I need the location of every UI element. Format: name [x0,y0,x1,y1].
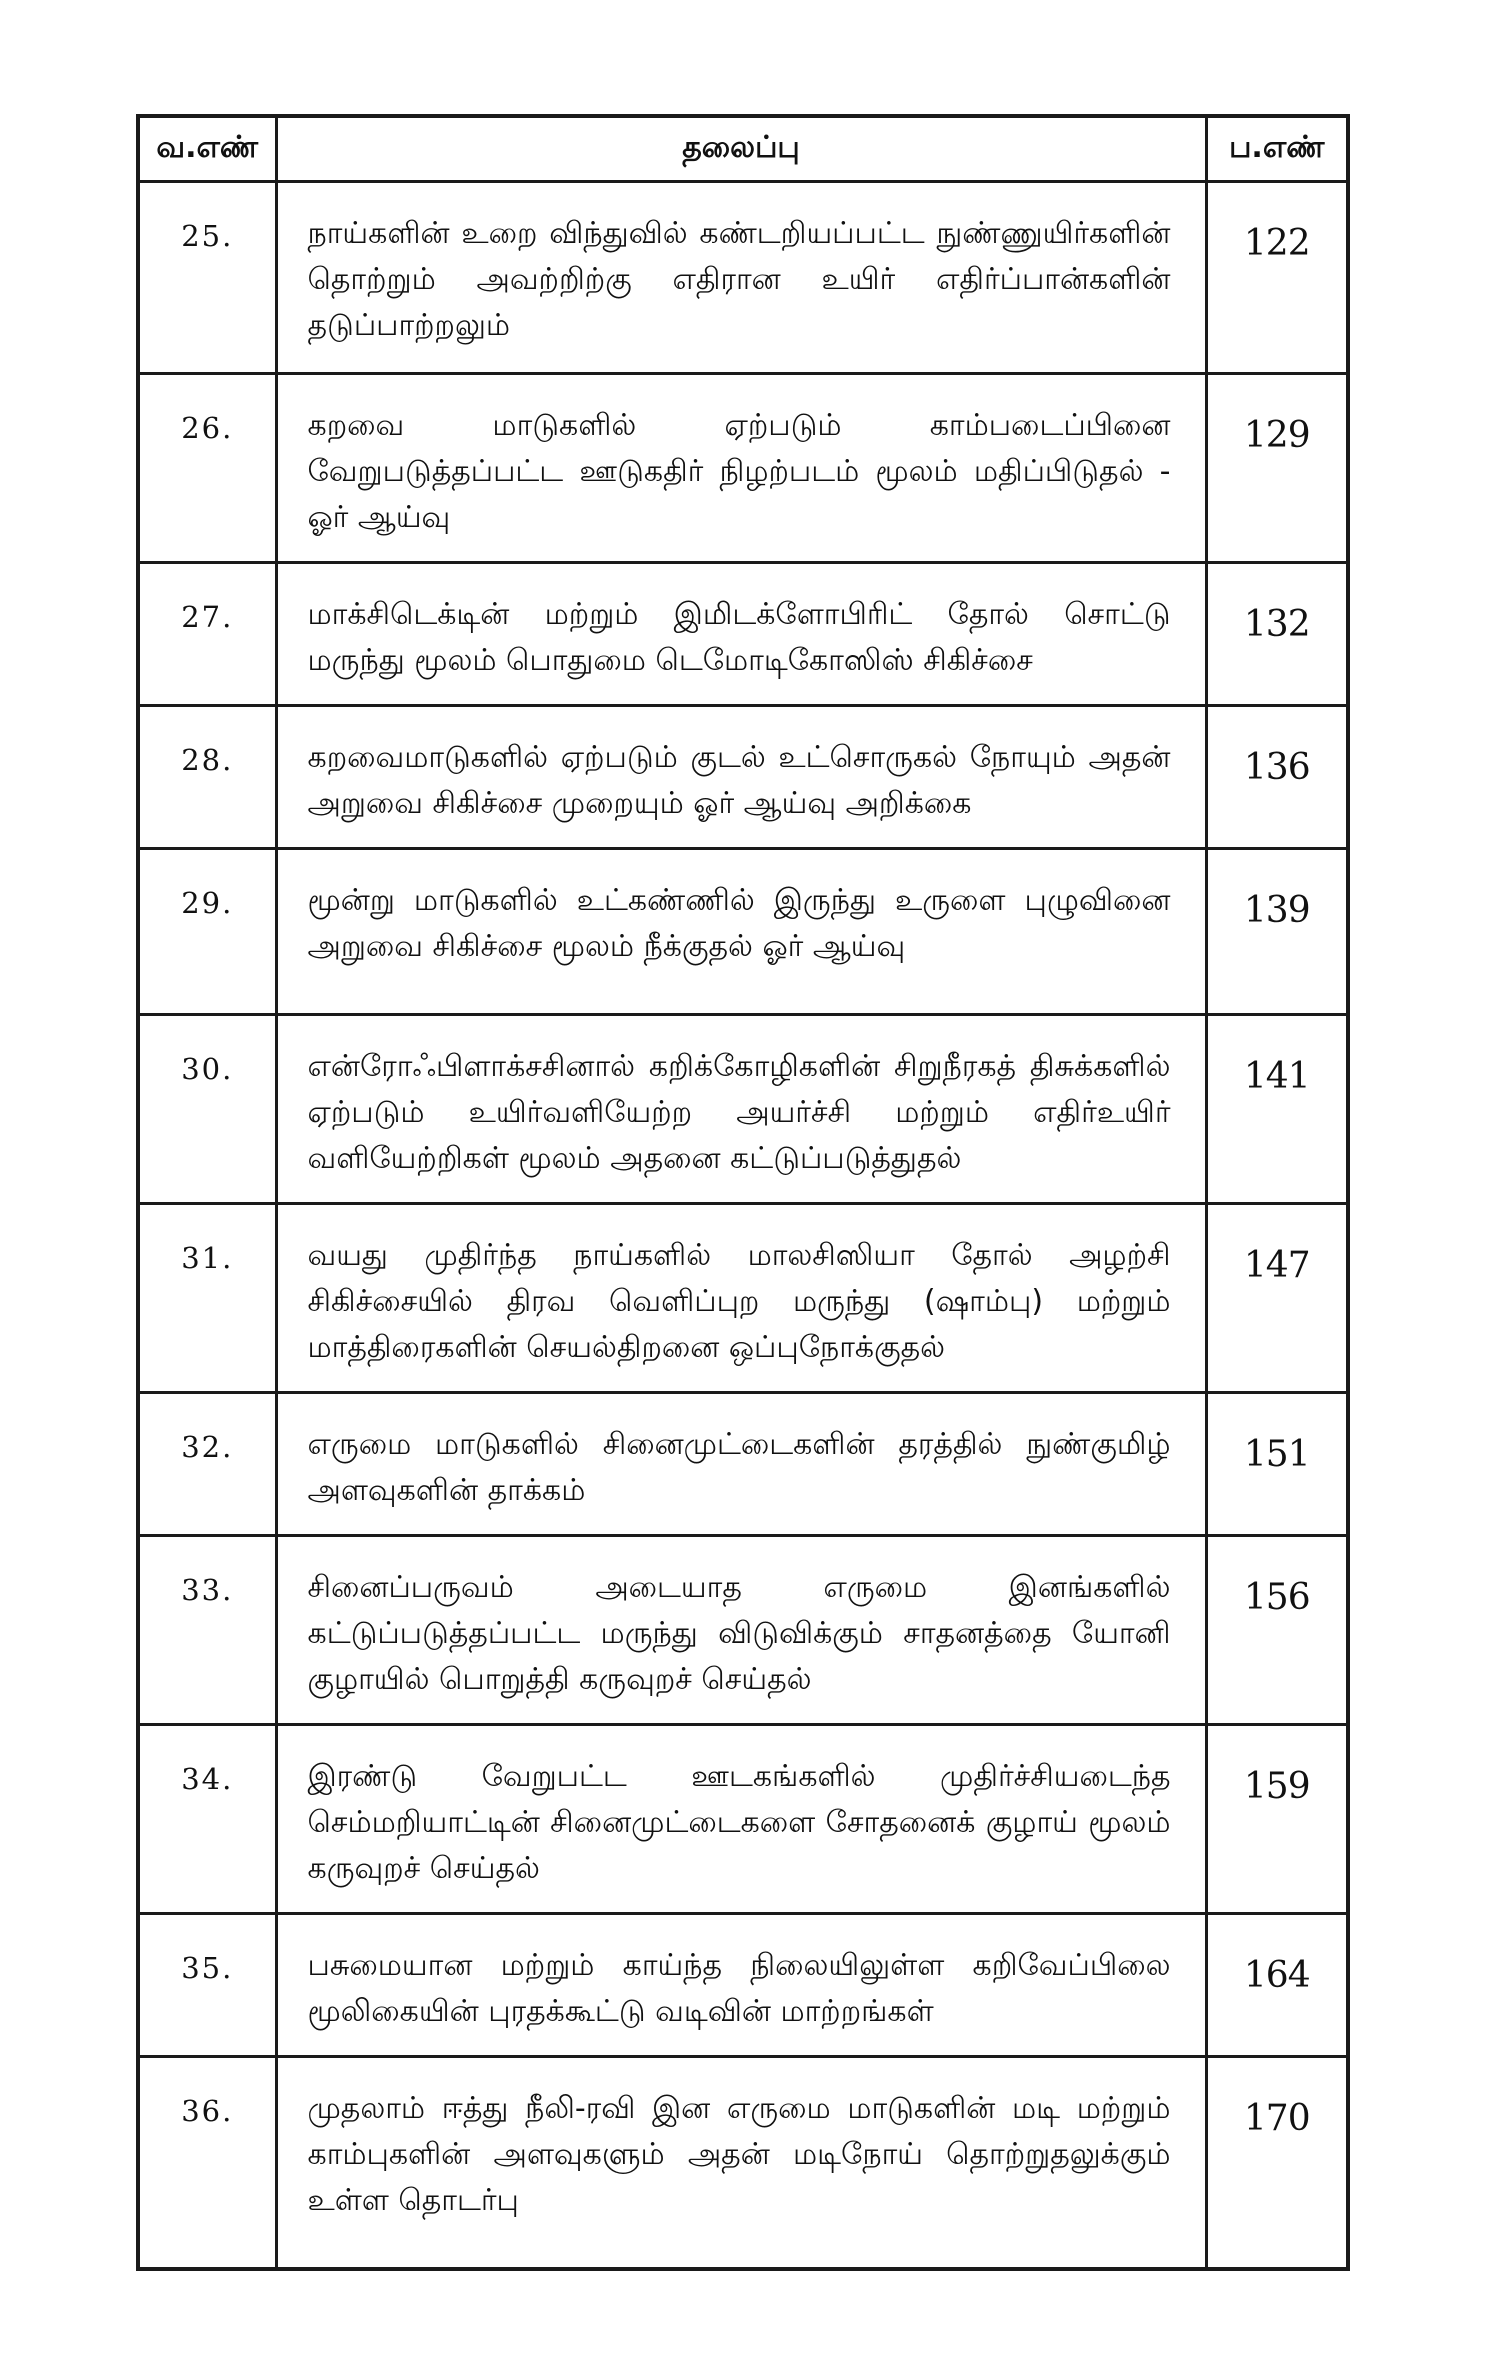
row-title: முதலாம் ஈத்து நீலி-ரவி இன எருமை மாடுகளின் மடி மற்றும் காம்புகளின் அளவுகளும் அதன் மடிநோய் தொற்றுதலுக்கும் உள்ள தொடர்பு [276,2057,1206,2269]
row-serial-number: 26. [138,374,276,563]
row-page-number: 122 [1206,182,1348,374]
row-serial-number: 32. [138,1393,276,1536]
table-row [138,1725,1348,1914]
row-serial-number: 33. [138,1536,276,1725]
row-serial-number: 35. [138,1914,276,2057]
table-row [138,374,1348,563]
table-row [138,1015,1348,1204]
row-page-number: 164 [1206,1914,1348,2057]
table-row [138,706,1348,849]
table-row [138,1914,1348,2057]
row-page-number: 141 [1206,1015,1348,1204]
row-title: கறவைமாடுகளில் ஏற்படும் குடல் உட்சொருகல் நோயும் அதன் அறுவை சிகிச்சை முறையும் ஓர் ஆய்வு அறிக்கை [276,706,1206,849]
table-row [138,849,1348,1015]
row-title: சினைப்பருவம் அடையாத எருமை இனங்களில் கட்டுப்படுத்தப்பட்ட மருந்து விடுவிக்கும் சாதனத்தை யோனி குழாயில் பொறுத்தி கருவுறச் செய்தல் [276,1536,1206,1725]
row-page-number: 147 [1206,1204,1348,1393]
contents-table [136,114,1350,2271]
row-page-number: 159 [1206,1725,1348,1914]
row-title: மாக்சிடெக்டின் மற்றும் இமிடக்ளோபிரிட் தோல் சொட்டு மருந்து மூலம் பொதுமை டெமோடிகோஸிஸ் சிகிச்சை [276,563,1206,706]
row-page-number: 139 [1206,849,1348,1015]
header-row [138,116,1348,182]
title-header: தலைப்பு [276,116,1206,182]
row-page-number: 151 [1206,1393,1348,1536]
row-page-number: 170 [1206,2057,1348,2269]
page-number-header: ப.எண் [1206,116,1348,182]
row-title: எருமை மாடுகளில் சினைமுட்டைகளின் தரத்தில் நுண்குமிழ் அளவுகளின் தாக்கம் [276,1393,1206,1536]
row-serial-number: 25. [138,182,276,374]
row-serial-number: 29. [138,849,276,1015]
row-title: மூன்று மாடுகளில் உட்கண்ணில் இருந்து உருளை புழுவினை அறுவை சிகிச்சை மூலம் நீக்குதல் ஓர் ஆய்வு [276,849,1206,1015]
row-serial-number: 31. [138,1204,276,1393]
row-page-number: 156 [1206,1536,1348,1725]
table-row [138,1204,1348,1393]
table-row [138,1536,1348,1725]
row-serial-number: 34. [138,1725,276,1914]
row-page-number: 129 [1206,374,1348,563]
row-title: வயது முதிர்ந்த நாய்களில் மாலசிஸியா தோல் அழற்சி சிகிச்சையில் திரவ வெளிப்புற மருந்து (ஷாம்பு) மற்றும் மாத்திரைகளின் செயல்திறனை ஒப்புநோக்குதல் [276,1204,1206,1393]
table-row [138,563,1348,706]
row-serial-number: 30. [138,1015,276,1204]
table-row [138,182,1348,374]
table-row [138,2057,1348,2269]
row-title: இரண்டு வேறுபட்ட ஊடகங்களில் முதிர்ச்சியடைந்த செம்மறியாட்டின் சினைமுட்டைகளை சோதனைக் குழாய் மூலம் கருவுறச் செய்தல் [276,1725,1206,1914]
row-title: பசுமையான மற்றும் காய்ந்த நிலையிலுள்ள கறிவேப்பிலை மூலிகையின் புரதக்கூட்டு வடிவின் மாற்றங்கள் [276,1914,1206,2057]
serial-number-header: வ.எண் [138,116,276,182]
row-serial-number: 27. [138,563,276,706]
row-serial-number: 28. [138,706,276,849]
row-title: என்ரோஃபிளாக்சசினால் கறிக்கோழிகளின் சிறுநீரகத் திசுக்களில் ஏற்படும் உயிர்வளியேற்ற அயர்ச்சி மற்றும் எதிர்உயிர் வளியேற்றிகள் மூலம் அதனை கட்டுப்படுத்துதல் [276,1015,1206,1204]
row-title: கறவை மாடுகளில் ஏற்படும் காம்படைப்பினை வேறுபடுத்தப்பட்ட ஊடுகதிர் நிழற்படம் மூலம் மதிப்பிடுதல் - ஓர் ஆய்வு [276,374,1206,563]
table-row [138,1393,1348,1536]
row-page-number: 136 [1206,706,1348,849]
row-serial-number: 36. [138,2057,276,2269]
row-page-number: 132 [1206,563,1348,706]
row-title: நாய்களின் உறை விந்துவில் கண்டறியப்பட்ட நுண்ணுயிர்களின் தொற்றும் அவற்றிற்கு எதிரான உயிர் எதிர்ப்பான்களின் தடுப்பாற்றலும் [276,182,1206,374]
